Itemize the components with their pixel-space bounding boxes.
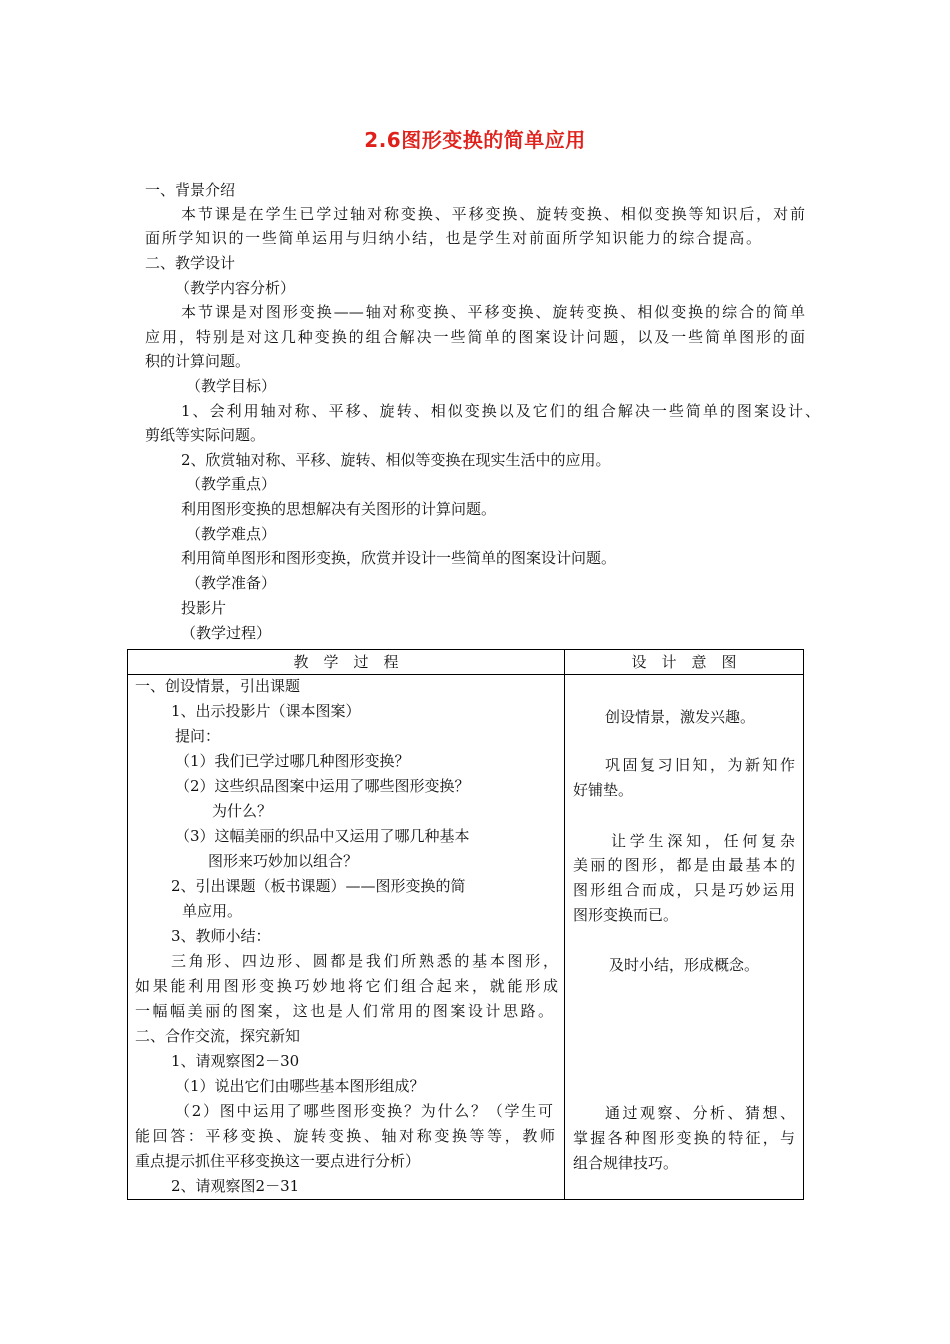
table-left-line: 一、创设情景，引出课题 [135, 677, 301, 695]
paragraph-line: 本节课是对图形变换——轴对称变换、平移变换、旋转变换、相似变换的综合的简单 [181, 303, 805, 321]
table-left-line: （2）图中运用了哪些图形变换？为什么？（学生可 [175, 1102, 553, 1120]
table-left-line: 一幅幅美丽的图案，这也是人们常用的图案设计思路。 [135, 1002, 553, 1020]
table-left-line: 重点提示抓住平移变换这一要点进行分析） [135, 1152, 421, 1170]
document-title: 2.6图形变换的简单应用 [364, 128, 586, 152]
table-left-line: 为什么？ [212, 802, 273, 820]
paragraph-line: 利用简单图形和图形变换，欣赏并设计一些简单的图案设计问题。 [181, 549, 617, 567]
table-right-line: 好铺垫。 [573, 781, 634, 799]
table-left-line: 单应用。 [182, 902, 243, 920]
table-left-line: 如果能利用图形变换巧妙地将它们组合起来，就能形成 [135, 977, 558, 995]
table-header-intent: 设 计 意 图 [631, 653, 737, 671]
table-left-line: 3、教师小结： [171, 927, 271, 945]
table-column-divider [564, 650, 565, 1199]
table-right-line: 让学生深知，任何复杂 [611, 832, 795, 850]
table-left-line: 图形来巧妙加以组合？ [208, 852, 359, 870]
table-right-line: 图形组合而成，只是巧妙运用 [573, 881, 795, 899]
table-right-line: 及时小结，形成概念。 [609, 956, 760, 974]
table-right-line: 美丽的图形，都是由最基本的 [573, 856, 795, 874]
heading-teaching-design: 二、教学设计 [145, 254, 236, 272]
paragraph-line: 2、欣赏轴对称、平移、旋转、相似等变换在现实生活中的应用。 [181, 451, 611, 469]
paragraph-line: 投影片 [181, 599, 227, 617]
table-header-process: 教 学 过 程 [293, 653, 399, 671]
table-left-line: 1、出示投影片（课本图案） [171, 702, 361, 720]
table-left-line: （3）这幅美丽的织品中又运用了哪几种基本 [175, 827, 470, 845]
table-left-line: 三角形、四边形、圆都是我们所熟悉的基本图形， [171, 952, 558, 970]
paragraph-line: 剪纸等实际问题。 [145, 426, 266, 444]
table-right-line: 组合规律技巧。 [573, 1154, 679, 1172]
paragraph-line: 应用，特别是对这几种变换的组合解决一些简单的图案设计问题，以及一些简单图形的面 [145, 328, 805, 346]
subheading-process: （教学过程） [181, 624, 272, 642]
table-left-line: 1、请观察图2－30 [171, 1052, 300, 1070]
subheading-content-analysis: （教学内容分析） [175, 279, 296, 297]
paragraph-line: 利用图形变换的思想解决有关图形的计算问题。 [181, 500, 497, 518]
table-right-line: 创设情景，激发兴趣。 [605, 708, 756, 726]
subheading-key-points: （教学重点） [186, 475, 277, 493]
table-right-line: 巩固复习旧知，为新知作 [605, 756, 795, 774]
paragraph-line: 1、会利用轴对称、平移、旋转、相似变换以及它们的组合解决一些简单的图案设计、 [181, 402, 820, 420]
heading-background: 一、背景介绍 [145, 181, 236, 199]
subheading-objectives: （教学目标） [186, 377, 277, 395]
table-left-line: 二、合作交流，探究新知 [135, 1027, 301, 1045]
table-left-line: 2、请观察图2－31 [171, 1177, 300, 1195]
table-left-line: （2）这些织品图案中运用了哪些图形变换？ [175, 777, 470, 795]
teaching-process-table [127, 649, 804, 1200]
paragraph-line: 面所学知识的一些简单运用与归纳小结，也是学生对前面所学知识能力的综合提高。 [145, 229, 761, 247]
table-right-line: 图形变换而已。 [573, 906, 679, 924]
subheading-difficulties: （教学难点） [186, 525, 277, 543]
table-right-line: 掌握各种图形变换的特征，与 [573, 1129, 795, 1147]
table-left-line: 提问： [175, 727, 221, 745]
table-left-line: 能回答：平移变换、旋转变换、轴对称变换等等，教师 [135, 1127, 555, 1145]
table-right-line: 通过观察、分析、猜想、 [605, 1104, 795, 1122]
table-left-line: （1）说出它们由哪些基本图形组成？ [175, 1077, 425, 1095]
paragraph-line: 本节课是在学生已学过轴对称变换、平移变换、旋转变换、相似变换等知识后，对前 [181, 205, 805, 223]
subheading-preparation: （教学准备） [186, 574, 277, 592]
table-left-line: 2、引出课题（板书课题）——图形变换的简 [171, 877, 466, 895]
table-left-line: （1）我们已学过哪几种图形变换？ [175, 752, 410, 770]
paragraph-line: 积的计算问题。 [145, 352, 251, 370]
